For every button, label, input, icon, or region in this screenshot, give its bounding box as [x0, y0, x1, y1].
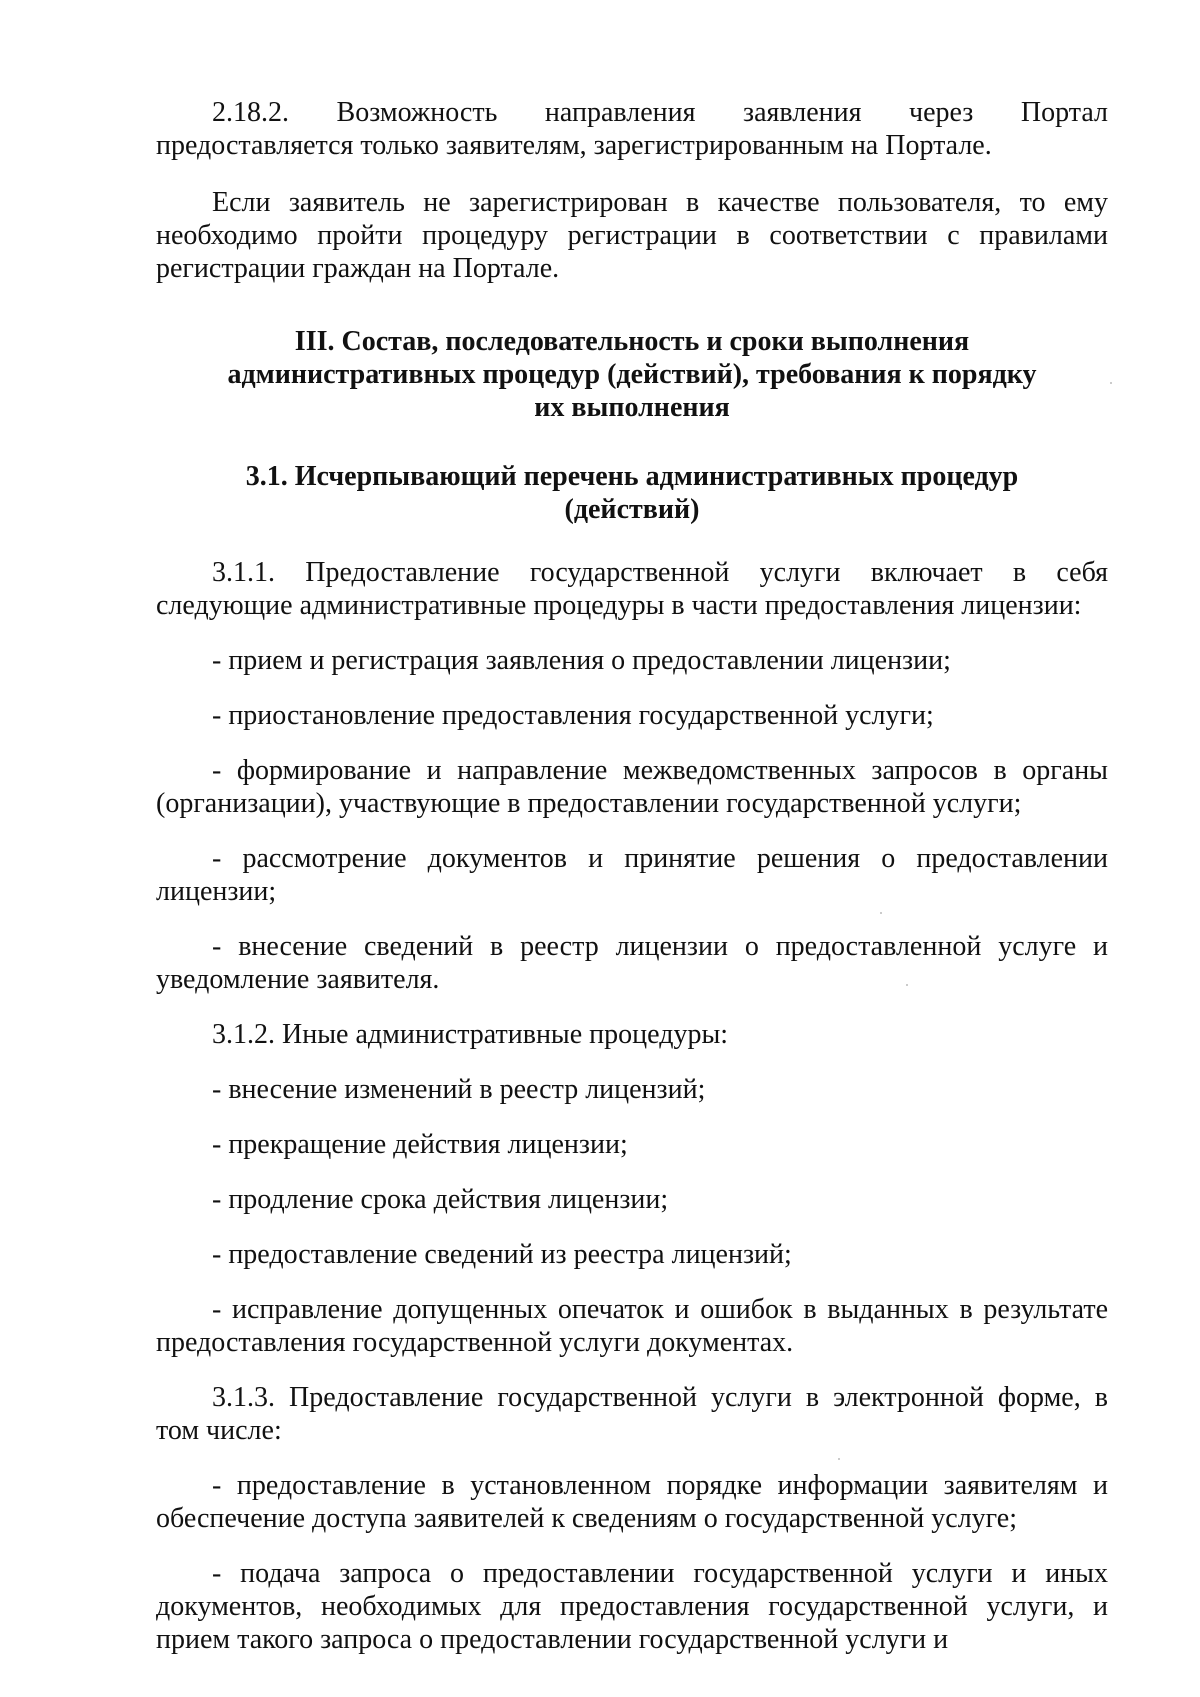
scan-speck	[906, 984, 908, 986]
paragraph-registration-note: Если заявитель не зарегистрирован в качестве пользователя, то ему необходимо пройти процедуру регистрации в соответствии с правилами регистрации граждан на Портале.	[156, 187, 1108, 284]
scan-speck	[1110, 382, 1112, 384]
subsection-heading-line: 3.1. Исчерпывающий перечень административных процедур	[245, 461, 1019, 492]
list-item: - формирование и направление межведомственных запросов в органы (организации), участвующие в предоставлении государственной услуги;	[156, 755, 1108, 819]
list-item: - внесение сведений в реестр лицензии о предоставленной услуге и уведомление заявителя.	[156, 931, 1108, 995]
paragraph-3-1-1: 3.1.1. Предоставление государственной услуги включает в себя следующие административные процедуры в части предоставления лицензии:	[156, 557, 1108, 621]
list-item: - приостановление предоставления государственной услуги;	[212, 700, 934, 731]
subsection-heading-line: (действий)	[564, 494, 700, 525]
list-item: - рассмотрение документов и принятие решения о предоставлении лицензии;	[156, 843, 1108, 907]
paragraph-3-1-2: 3.1.2. Иные административные процедуры:	[212, 1019, 729, 1050]
list-item: - прекращение действия лицензии;	[212, 1129, 628, 1160]
document-page	[156, 96, 1108, 1656]
section-heading-line: административных процедур (действий), требования к порядку	[227, 359, 1037, 390]
list-item: - предоставление в установленном порядке информации заявителям и обеспечение доступа заявителей к сведениям о государственной услуге;	[156, 1470, 1108, 1534]
paragraph-3-1-3: 3.1.3. Предоставление государственной услуги в электронной форме, в том числе:	[156, 1382, 1108, 1446]
list-item: - прием и регистрация заявления о предоставлении лицензии;	[212, 645, 951, 676]
list-item: - внесение изменений в реестр лицензий;	[212, 1074, 706, 1105]
list-item: - предоставление сведений из реестра лицензий;	[212, 1239, 792, 1270]
section-heading-line: III. Состав, последовательность и сроки выполнения	[294, 326, 970, 357]
list-item: - исправление допущенных опечаток и ошибок в выданных в результате предоставления государственной услуги документах.	[156, 1294, 1108, 1358]
section-heading-iii	[156, 325, 1108, 424]
list-item: - подача запроса о предоставлении государственной услуги и иных документов, необходимых для предоставления государственной услуги, и прием такого запроса о предоставлении государственной услуги и	[156, 1558, 1108, 1655]
list-item: - продление срока действия лицензии;	[212, 1184, 669, 1215]
paragraph-2-18-2: 2.18.2. Возможность направления заявления через Портал предоставляется только заявителям, зарегистрированным на Портале.	[156, 97, 1108, 161]
subsection-heading-3-1	[156, 460, 1108, 526]
scan-speck	[838, 1458, 840, 1460]
section-heading-line: их выполнения	[534, 392, 730, 423]
scan-speck	[880, 912, 882, 914]
